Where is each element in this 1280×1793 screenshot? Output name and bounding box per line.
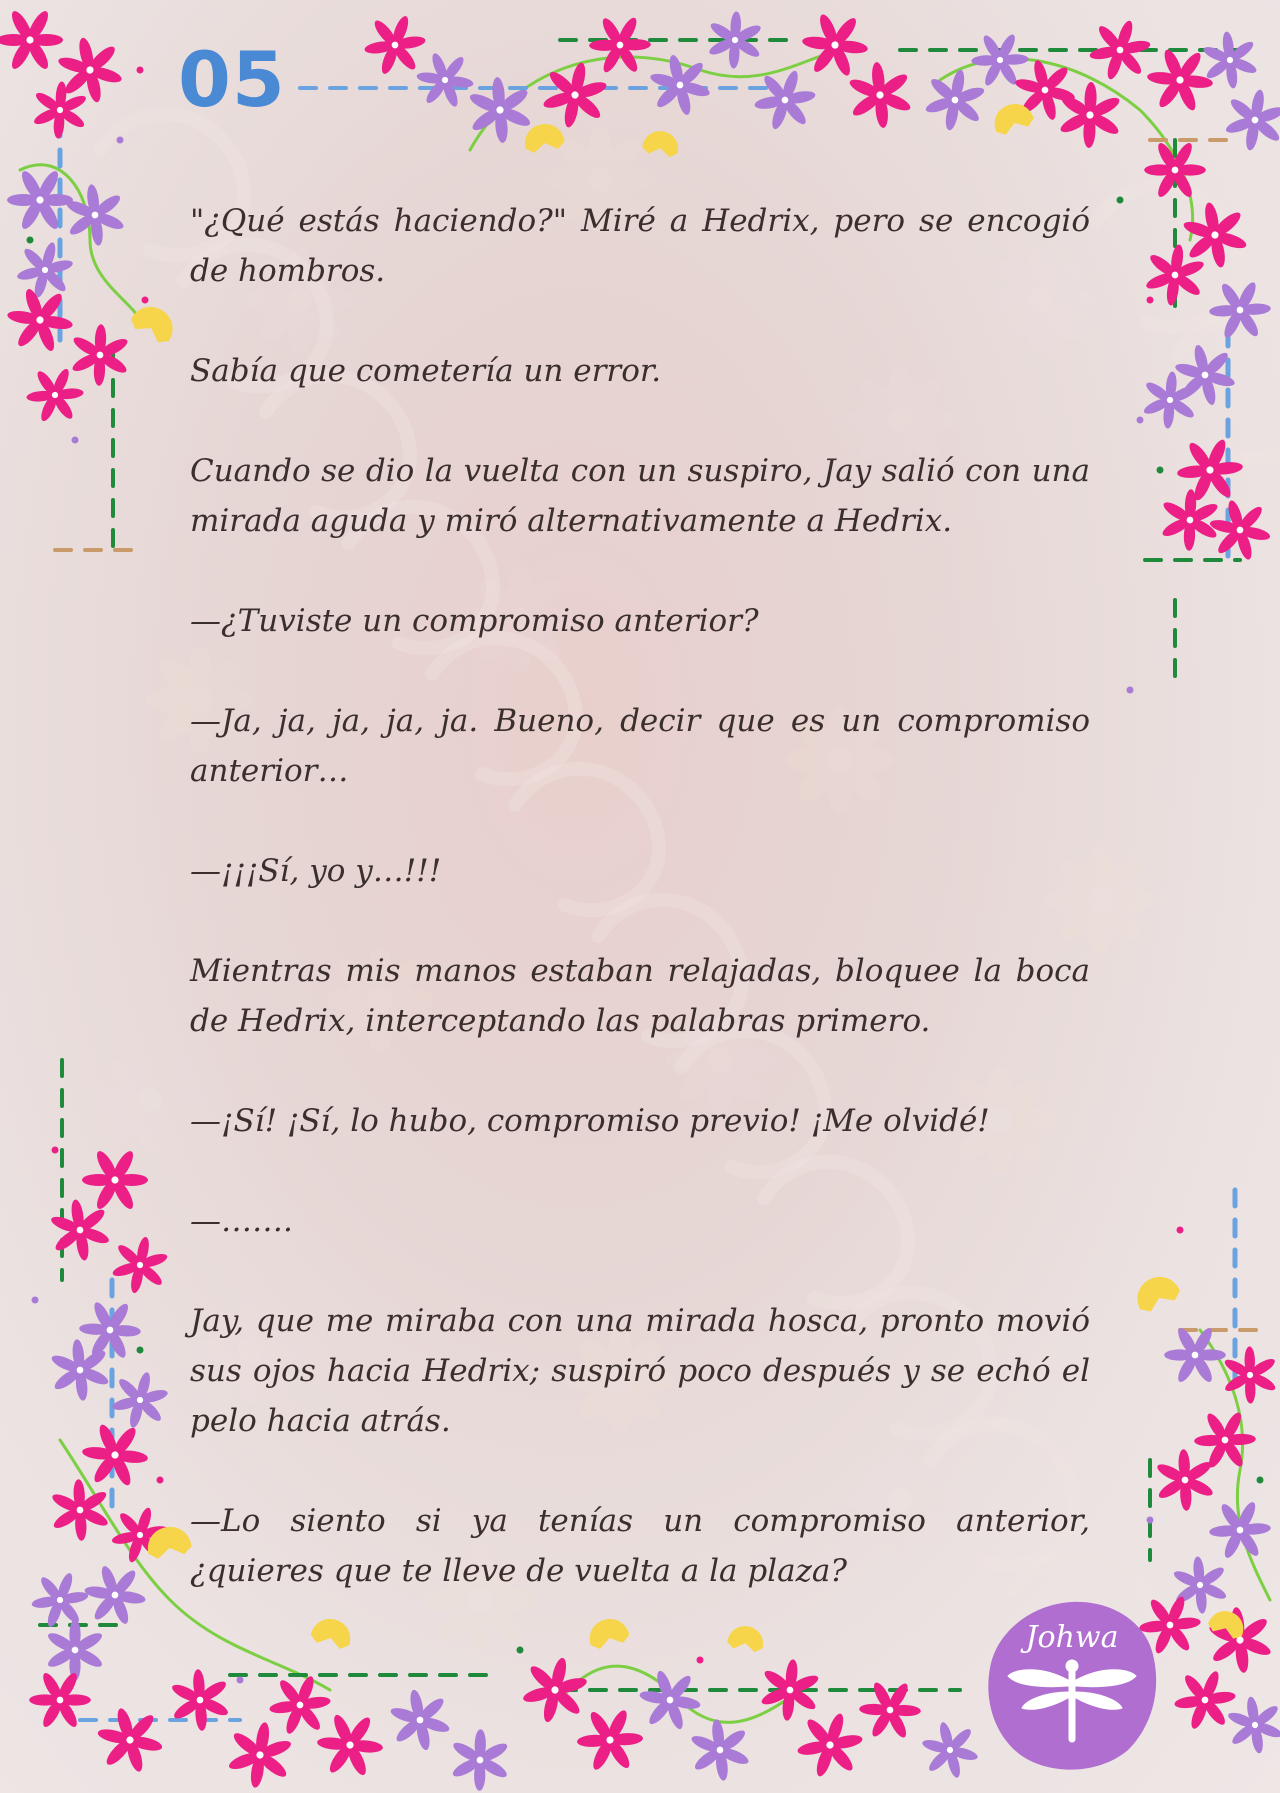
dot <box>137 67 144 74</box>
flower <box>1168 427 1253 513</box>
flower <box>798 10 871 81</box>
dot <box>517 1647 524 1654</box>
paragraph: —¡¡¡Sí, yo y…!!! <box>190 853 442 889</box>
flower <box>409 43 481 117</box>
flower <box>792 1708 869 1783</box>
flower <box>516 1650 593 1729</box>
paragraph: Jay, que me miraba con una mirada hosca, pronto movió sus ojos hacia Hedrix; suspiró poco después y se echó el pelo hacia atrás. <box>190 1303 1090 1439</box>
flower <box>466 74 535 145</box>
paragraph: Mientras mis manos estaban relajadas, bloquee la boca de Hedrix, interceptando las palabras primero. <box>190 953 1090 1039</box>
flower <box>1174 194 1257 275</box>
johwa-logo <box>982 1596 1162 1776</box>
dot <box>1257 1477 1264 1484</box>
flower <box>106 1365 174 1434</box>
yellow-flower <box>309 1615 355 1651</box>
story-text <box>190 196 1090 1596</box>
dot <box>72 437 79 444</box>
flower <box>80 1561 150 1629</box>
paragraph: Sabía que cometería un error. <box>190 353 662 389</box>
flower <box>7 168 73 231</box>
flower <box>0 8 63 71</box>
yellow-flower <box>522 121 566 155</box>
dot <box>1177 1227 1184 1234</box>
paragraph: —……. <box>190 1203 293 1239</box>
dot <box>1147 1517 1154 1524</box>
logo-text: Johwa <box>1025 1620 1119 1655</box>
flower <box>637 42 722 127</box>
flower <box>69 323 130 387</box>
flower <box>567 1696 653 1783</box>
dot <box>137 1347 144 1354</box>
flower <box>55 176 135 254</box>
flower <box>1200 1489 1280 1570</box>
dot <box>1147 297 1154 304</box>
flower <box>450 1729 510 1792</box>
flower <box>1197 1598 1280 1682</box>
flower <box>837 53 923 138</box>
paragraph: —Lo siento si ya tenías un compromiso anterior, ¿quieres que te lleve de vuelta a la plaza? <box>190 1503 1090 1589</box>
yellow-flower <box>641 128 681 158</box>
paragraph: —¡Sí! ¡Sí, lo hubo, compromiso previo! ¡Me olvidé! <box>190 1103 990 1139</box>
dot <box>32 1297 39 1304</box>
dot <box>1127 687 1134 694</box>
paragraph: "¿Qué estás haciendo?" Miré a Hedrix, pero se encogió de hombros. <box>190 203 1090 289</box>
yellow-flower <box>585 1615 631 1651</box>
dot <box>142 297 149 304</box>
dot <box>117 137 124 144</box>
page-number: 05 <box>178 35 286 124</box>
paragraph: —Ja, ja, ja, ja, ja. Bueno, decir que es un compromiso anterior… <box>190 703 1090 789</box>
paragraph: Cuando se dio la vuelta con un suspiro, Jay salió con una mirada aguda y miró alternativamente a Hedrix. <box>190 453 1090 539</box>
flower <box>1154 1448 1216 1513</box>
flower <box>21 1561 100 1640</box>
flower <box>159 1660 240 1740</box>
dot <box>1137 417 1144 424</box>
flower <box>1140 369 1200 431</box>
flower <box>82 1148 148 1211</box>
flower <box>1163 1658 1247 1743</box>
flower <box>91 1702 170 1778</box>
flower <box>915 1716 984 1784</box>
dot <box>52 1147 59 1154</box>
flower <box>579 4 660 86</box>
flower <box>1164 1326 1226 1385</box>
flower <box>5 230 84 309</box>
dot <box>1157 467 1164 474</box>
flower <box>1199 268 1280 352</box>
flower <box>307 1702 392 1789</box>
flower <box>537 56 612 134</box>
dot <box>27 237 34 244</box>
flower <box>1223 1692 1280 1757</box>
flower <box>750 1651 830 1730</box>
dot <box>1117 197 1124 204</box>
flower <box>385 1684 455 1757</box>
flower <box>1216 82 1280 158</box>
yellow-flower <box>726 1623 766 1653</box>
flower <box>1212 1337 1280 1413</box>
flower <box>38 1469 122 1552</box>
yellow-flower <box>128 299 181 347</box>
paragraph: —¿Tuviste un compromiso anterior? <box>190 603 759 639</box>
yellow-flower <box>1130 1270 1182 1316</box>
dot <box>697 1657 704 1664</box>
dot <box>237 1677 244 1684</box>
dot <box>157 1477 164 1484</box>
